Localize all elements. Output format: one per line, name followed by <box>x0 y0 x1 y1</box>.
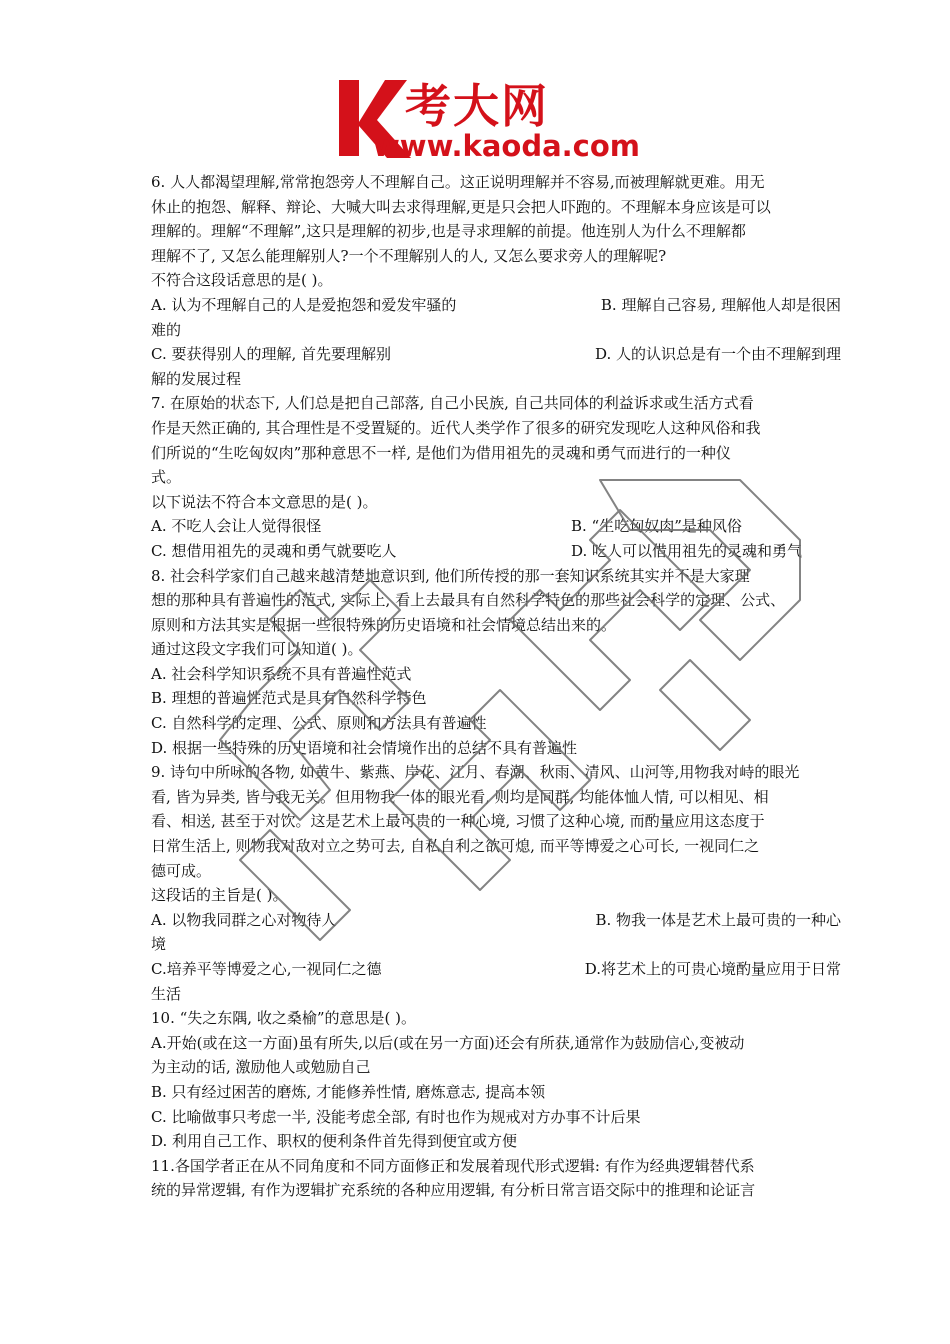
q6-option-d-cont: 解的发展过程 <box>151 369 242 388</box>
q10-option-a: A.开始(或在这一方面)虽有所失,以后(或在另一方面)还会有所获,通常作为鼓励信心,变被动 <box>151 1033 745 1052</box>
q9-option-d-cont: 生活 <box>151 984 182 1003</box>
q9-line: 看, 皆为异类, 皆与我无关。但用物我一体的眼光看, 则均是同群, 均能体恤人情, 可以相见、相 <box>151 787 769 806</box>
q7-option-c: C. 想借用祖先的灵魂和勇气就要吃人 <box>151 541 397 560</box>
q7-line: 作是天然正确的, 其合理性是不受置疑的。近代人类学作了很多的研究发现吃人这种风俗和我 <box>151 418 761 437</box>
q6-options-ab <box>151 293 841 318</box>
q9-option-b-cont: 境 <box>151 935 167 954</box>
q7-option-a: A. 不吃人会让人觉得很怪 <box>151 517 322 536</box>
q8-option-b: B. 理想的普遍性范式是具有自然科学特色 <box>151 689 427 708</box>
q9-line: 9. 诗句中所咏的各物, 如黄牛、紫燕、岸花、江月、春潮、秋雨、清风、山河等,用物我对峙的眼光 <box>151 763 800 782</box>
q8-option-a: A. 社会科学知识系统不具有普遍性范式 <box>151 664 412 683</box>
q11-line: 11.各国学者正在从不同角度和不同方面修正和发展着现代形式逻辑: 有作为经典逻辑替代系 <box>151 1156 755 1175</box>
q6-option-c: C. 要获得别人的理解, 首先要理解别 <box>151 345 392 364</box>
document-body <box>151 170 841 1203</box>
q8-option-c: C. 自然科学的定理、公式、原则和方法具有普遍性 <box>151 714 487 733</box>
q6-prompt: 不符合这段话意思的是( )。 <box>151 271 333 290</box>
q7-line: 们所说的“生吃匈奴肉”那种意思不一样, 是他们为借用祖先的灵魂和勇气而进行的一种仪 <box>151 443 731 462</box>
q10-option-c: C. 比喻做事只考虑一半, 没能考虑全部, 有时也作为规戒对方办事不计后果 <box>151 1107 641 1126</box>
q9-option-c: C.培养平等博爱之心,一视同仁之德 <box>151 960 382 978</box>
q9-option-d: D.将艺术上的可贵心境酌量应用于日常 <box>584 960 841 978</box>
q7-option-b: B. “生吃匈奴肉”是种风俗 <box>571 517 742 536</box>
q11-line: 统的异常逻辑, 有作为逻辑扩充系统的各种应用逻辑, 有分析日常言语交际中的推理和论证言 <box>151 1181 756 1200</box>
q7-prompt: 以下说法不符合本文意思的是( )。 <box>151 492 378 511</box>
q9-options-cd <box>151 957 841 982</box>
q8-line: 8. 社会科学家们自己越来越清楚地意识到, 他们所传授的那一套知识系统其实并不是大家理 <box>151 566 750 585</box>
q10-option-a-cont: 为主动的话, 激励他人或勉励自己 <box>151 1058 371 1077</box>
kaoda-logo <box>333 78 653 164</box>
q7-line: 式。 <box>151 468 182 487</box>
q8-line: 原则和方法其实是根据一些很特殊的历史语境和社会情境总结出来的。 <box>151 615 617 634</box>
q8-line: 想的那种具有普遍性的范式, 实际上, 看上去最具有自然科学特色的那些社会科学的定理、公式、 <box>151 591 786 610</box>
q6-option-a: A. 认为不理解自己的人是爱抱怨和爱发牢骚的 <box>151 295 457 314</box>
q9-line: 看、相送, 甚至于对饮。这是艺术上最可贵的一种心境, 习惯了这种心境, 而酌量应用这态度于 <box>151 812 765 831</box>
q10-option-b: B. 只有经过困苦的磨炼, 才能修养性情, 磨炼意志, 提高本领 <box>151 1082 546 1101</box>
q9-option-b: B. 物我一体是艺术上最可贵的一种心 <box>595 910 841 929</box>
q6-option-b-cont: 难的 <box>151 320 182 339</box>
q8-option-d: D. 根据一些特殊的历史语境和社会情境作出的总结不具有普遍性 <box>151 738 578 757</box>
logo-title: 考大网 <box>405 79 549 133</box>
q9-line: 德可成。 <box>151 861 212 880</box>
q6-option-b: B. 理解自己容易, 理解他人却是很困 <box>600 295 841 314</box>
q6-options-cd <box>151 342 841 367</box>
q6-line: 6. 人人都渴望理解,常常抱怨旁人不理解自己。这正说明理解并不容易,而被理解就更难。用无 <box>151 173 765 191</box>
q7-line: 7. 在原始的状态下, 人们总是把自己部落, 自己小民族, 自己共同体的利益诉求或生活方式看 <box>151 394 754 413</box>
q9-prompt: 这段话的主旨是( )。 <box>151 886 288 905</box>
q6-line: 休止的抱怨、解释、辩论、大喊大叫去求得理解,更是只会把人吓跑的。不理解本身应该是可以 <box>151 197 771 216</box>
q7-options-cd <box>151 539 841 564</box>
q10-option-d: D. 利用自己工作、职权的便利条件首先得到便宜或方便 <box>151 1132 518 1151</box>
q10-prompt: 10. “失之东隅, 收之桑榆”的意思是( )。 <box>151 1009 416 1028</box>
q7-option-d: D. 吃人可以借用祖先的灵魂和勇气 <box>571 541 803 560</box>
q6-line: 理解不了, 又怎么能理解别人?一个不理解别人的人, 又怎么要求旁人的理解呢? <box>151 246 667 265</box>
q8-prompt: 通过这段文字我们可以知道( )。 <box>151 640 363 659</box>
q7-options-ab <box>151 514 841 539</box>
q9-option-a: A. 以物我同群之心对物待人 <box>151 910 337 929</box>
logo-url[interactable]: www.kaoda.com <box>373 129 640 163</box>
q6-option-d: D. 人的认识总是有一个由不理解到理 <box>594 345 841 364</box>
q9-line: 日常生活上, 则物我对敌对立之势可去, 自私自利之欲可熄, 而平等博爱之心可长, 一视同仁之 <box>151 837 760 856</box>
q6-line: 理解的。理解“不理解”,这只是理解的初步,也是寻求理解的前提。他连别人为什么不理解都 <box>151 222 746 241</box>
q9-options-ab <box>151 908 841 933</box>
